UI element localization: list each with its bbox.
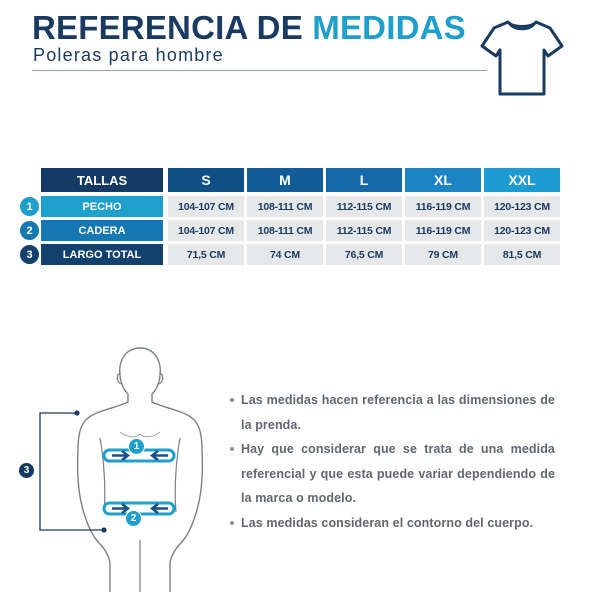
table-cell: 120-123 CM xyxy=(484,220,560,241)
note-item: Las medidas consideran el contorno del cuerpo. xyxy=(230,511,555,536)
row-label-pecho: PECHO xyxy=(41,196,163,217)
table-cell: 71,5 CM xyxy=(168,244,244,265)
hip-marker-badge: 2 xyxy=(125,510,142,527)
table-header-tallas: TALLAS xyxy=(41,168,163,192)
table-header-size-s: S xyxy=(168,168,244,192)
table-cell: 120-123 CM xyxy=(484,196,560,217)
table-cell: 112-115 CM xyxy=(326,196,402,217)
table-header-size-xl: XL xyxy=(405,168,481,192)
table-cell: 116-119 CM xyxy=(405,196,481,217)
row-number-badge: 3 xyxy=(18,243,41,266)
table-cell: 112-115 CM xyxy=(326,220,402,241)
row-number-badge: 1 xyxy=(18,195,41,218)
row-label-largo-total: LARGO TOTAL xyxy=(41,244,163,265)
table-header-size-xxl: XXL xyxy=(484,168,560,192)
row-number-badge: 2 xyxy=(18,219,41,242)
title-part-referencia: REFERENCIA DE xyxy=(32,9,313,46)
row-label-cadera: CADERA xyxy=(41,220,163,241)
table-cell: 76,5 CM xyxy=(326,244,402,265)
tshirt-icon xyxy=(478,16,566,98)
table-cell: 79 CM xyxy=(405,244,481,265)
chest-marker-badge: 1 xyxy=(128,438,145,455)
table-cell: 74 CM xyxy=(247,244,323,265)
measurement-notes xyxy=(230,388,555,535)
table-cell: 104-107 CM xyxy=(168,196,244,217)
length-marker-badge: 3 xyxy=(18,462,35,479)
title-part-medidas: MEDIDAS xyxy=(312,9,466,46)
table-cell: 81,5 CM xyxy=(484,244,560,265)
page-title xyxy=(32,8,466,48)
body-measurement-figure xyxy=(0,340,220,592)
table-cell: 108-111 CM xyxy=(247,220,323,241)
table-header-size-m: M xyxy=(247,168,323,192)
title-divider xyxy=(32,70,487,71)
table-header-size-l: L xyxy=(326,168,402,192)
note-item: Hay que considerar que se trata de una medida referencial y que esta puede variar dependiendo de la marca o modelo. xyxy=(230,437,555,511)
table-cell: 108-111 CM xyxy=(247,196,323,217)
note-item: Las medidas hacen referencia a las dimensiones de la prenda. xyxy=(230,388,555,437)
table-cell: 116-119 CM xyxy=(405,220,481,241)
table-cell: 104-107 CM xyxy=(168,220,244,241)
page-subtitle: Poleras para hombre xyxy=(33,45,224,65)
